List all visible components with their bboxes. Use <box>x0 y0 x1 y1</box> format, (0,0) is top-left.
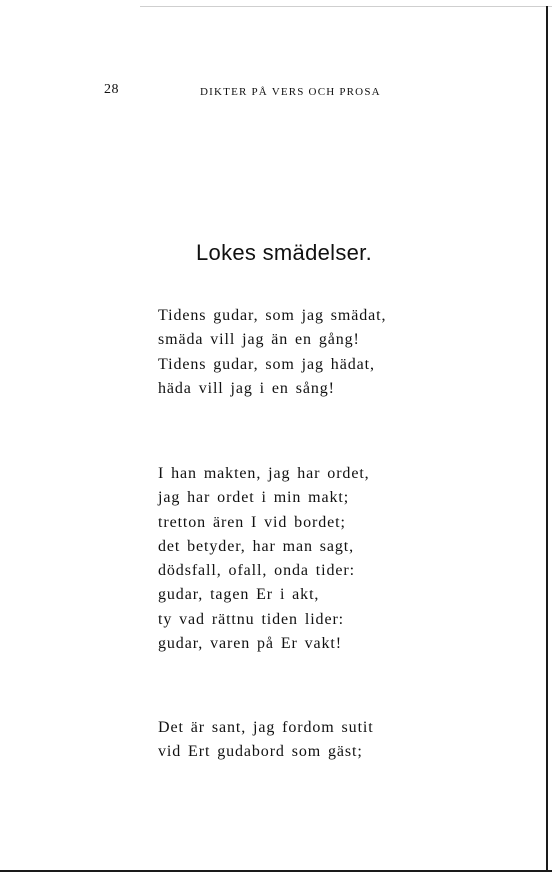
poem-line: vid Ert gudabord som gäst; <box>158 743 363 761</box>
top-edge-line <box>140 6 552 7</box>
poem-line: gudar, tagen Er i akt, <box>158 586 320 604</box>
poem-line: Tidens gudar, som jag hädat, <box>158 355 375 373</box>
poem-line: Tidens gudar, som jag smädat, <box>158 307 387 324</box>
poem-line: det betyder, har man sagt, <box>158 537 355 555</box>
poem-line: tretton ären I vid bordet; <box>158 513 346 531</box>
stanza-3 <box>158 716 374 765</box>
right-edge-line <box>546 6 548 870</box>
poem-line: Det är sant, jag fordom sutit <box>158 719 374 736</box>
poem-line: ty vad rättnu tiden lider: <box>158 610 345 628</box>
poem-line: häda vill jag i en sång! <box>158 379 335 397</box>
poem-line: gudar, varen på Er vakt! <box>158 635 342 653</box>
poem-line: dödsfall, ofall, onda tider: <box>158 562 355 580</box>
bottom-edge-line <box>0 870 552 872</box>
poem-line: smäda vill jag än en gång! <box>158 331 360 349</box>
running-head: DIKTER PÅ VERS OCH PROSA <box>200 86 381 98</box>
page-number: 28 <box>104 82 119 97</box>
poem-line: jag har ordet i min makt; <box>158 489 350 507</box>
poem-line: I han makten, jag har ordet, <box>158 465 370 482</box>
poem-title: Lokes smädelser. <box>196 240 372 265</box>
stanza-2 <box>158 462 370 656</box>
stanza-1 <box>158 304 386 401</box>
